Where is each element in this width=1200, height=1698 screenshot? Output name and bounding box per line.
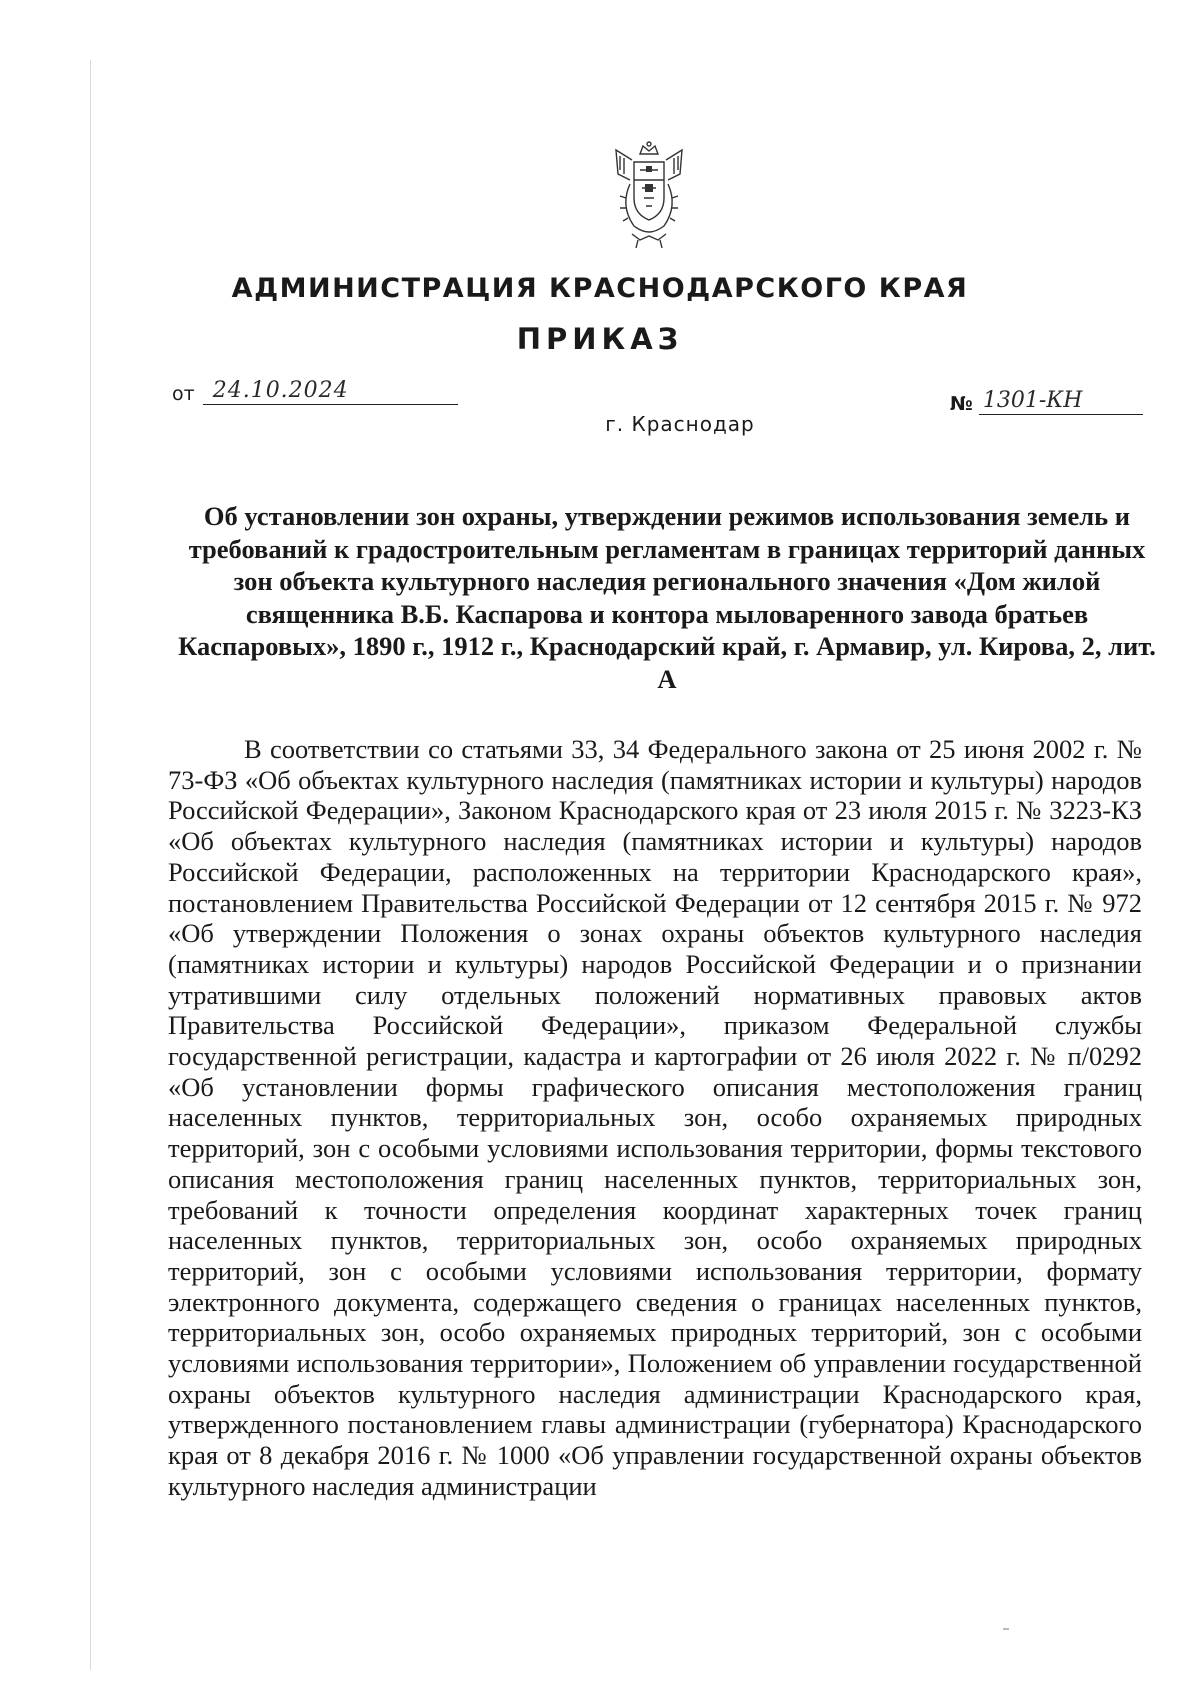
handwritten-date: 24.10.2024 xyxy=(203,378,458,405)
date-field xyxy=(172,378,458,405)
number-prefix: № xyxy=(950,393,973,415)
document-type: ПРИКАЗ xyxy=(516,322,684,356)
city: г. Краснодар xyxy=(605,412,755,436)
body-paragraph: В соответствии со статьями 33, 34 Федерального закона от 25 июня 2002 г. № 73-ФЗ «Об объектах культурного наследия (памятниках истории и культуры) народов Российской Федерации», Законом Краснодарского края от 23 июля 2015 г. № 3223-КЗ «Об объектах культурного наследия (памятниках истории и культуры) народов Российской Федерации, расположенных на территории Краснодарского края», постановлением Правительства Российской Федерации от 12 сентября 2015 г. № 972 «Об утверждении Положения о зонах охраны объектов культурного наследия (памятниках истории и культуры) народов Российской Федерации и о признании утратившими силу отдельных положений нормативных правовых актов Правительства Российской Федерации», приказом Федеральной службы государственной регистрации, кадастра и картографии от 26 июля 2022 г. № п/0292 «Об установлении формы графического описания местоположения границ населенных пунктов, территориальных зон, особо охраняемых природных территорий, зон с особыми условиями использования территории, формы текстового описания местоположения границ населенных пунктов, территориальных зон, требований к точности определения координат характерных точек границ населенных пунктов, территориальных зон, особо охраняемых природных территорий, зон с особыми условиями использования территории, формату электронного документа, содержащего сведения о границах населенных пунктов, территориальных зон, особо охраняемых природных территорий, зон с особыми условиями использования территории», Положением об управлении государственной охраны объектов культурного наследия администрации Краснодарского края, утвержденного постановлением главы администрации (губернатора) Краснодарского края от 8 декабря 2016 г. № 1000 «Об управлении государственной охраны объектов культурного наследия администрации xyxy=(168,734,1142,1501)
date-prefix: от xyxy=(172,383,195,405)
scan-artifact xyxy=(1003,1628,1009,1630)
number-field xyxy=(950,388,1143,415)
order-title: Об установлении зон охраны, утверждении режимов использования земель и требований к градостроительным регламентам в границах территорий данных зон объекта культурного наследия регионального значения «Дом жилой священника В.Б. Каспарова и контора мыловаренного завода братьев Каспаровых», 1890 г., 1912 г., Краснодарский край, г. Армавир, ул. Кирова, 2, лит. А xyxy=(178,501,1156,694)
coat-of-arms-icon xyxy=(610,140,688,250)
organization-name: АДМИНИСТРАЦИЯ КРАСНОДАРСКОГО КРАЯ xyxy=(231,273,969,304)
handwritten-number: 1301-КН xyxy=(979,388,1143,415)
